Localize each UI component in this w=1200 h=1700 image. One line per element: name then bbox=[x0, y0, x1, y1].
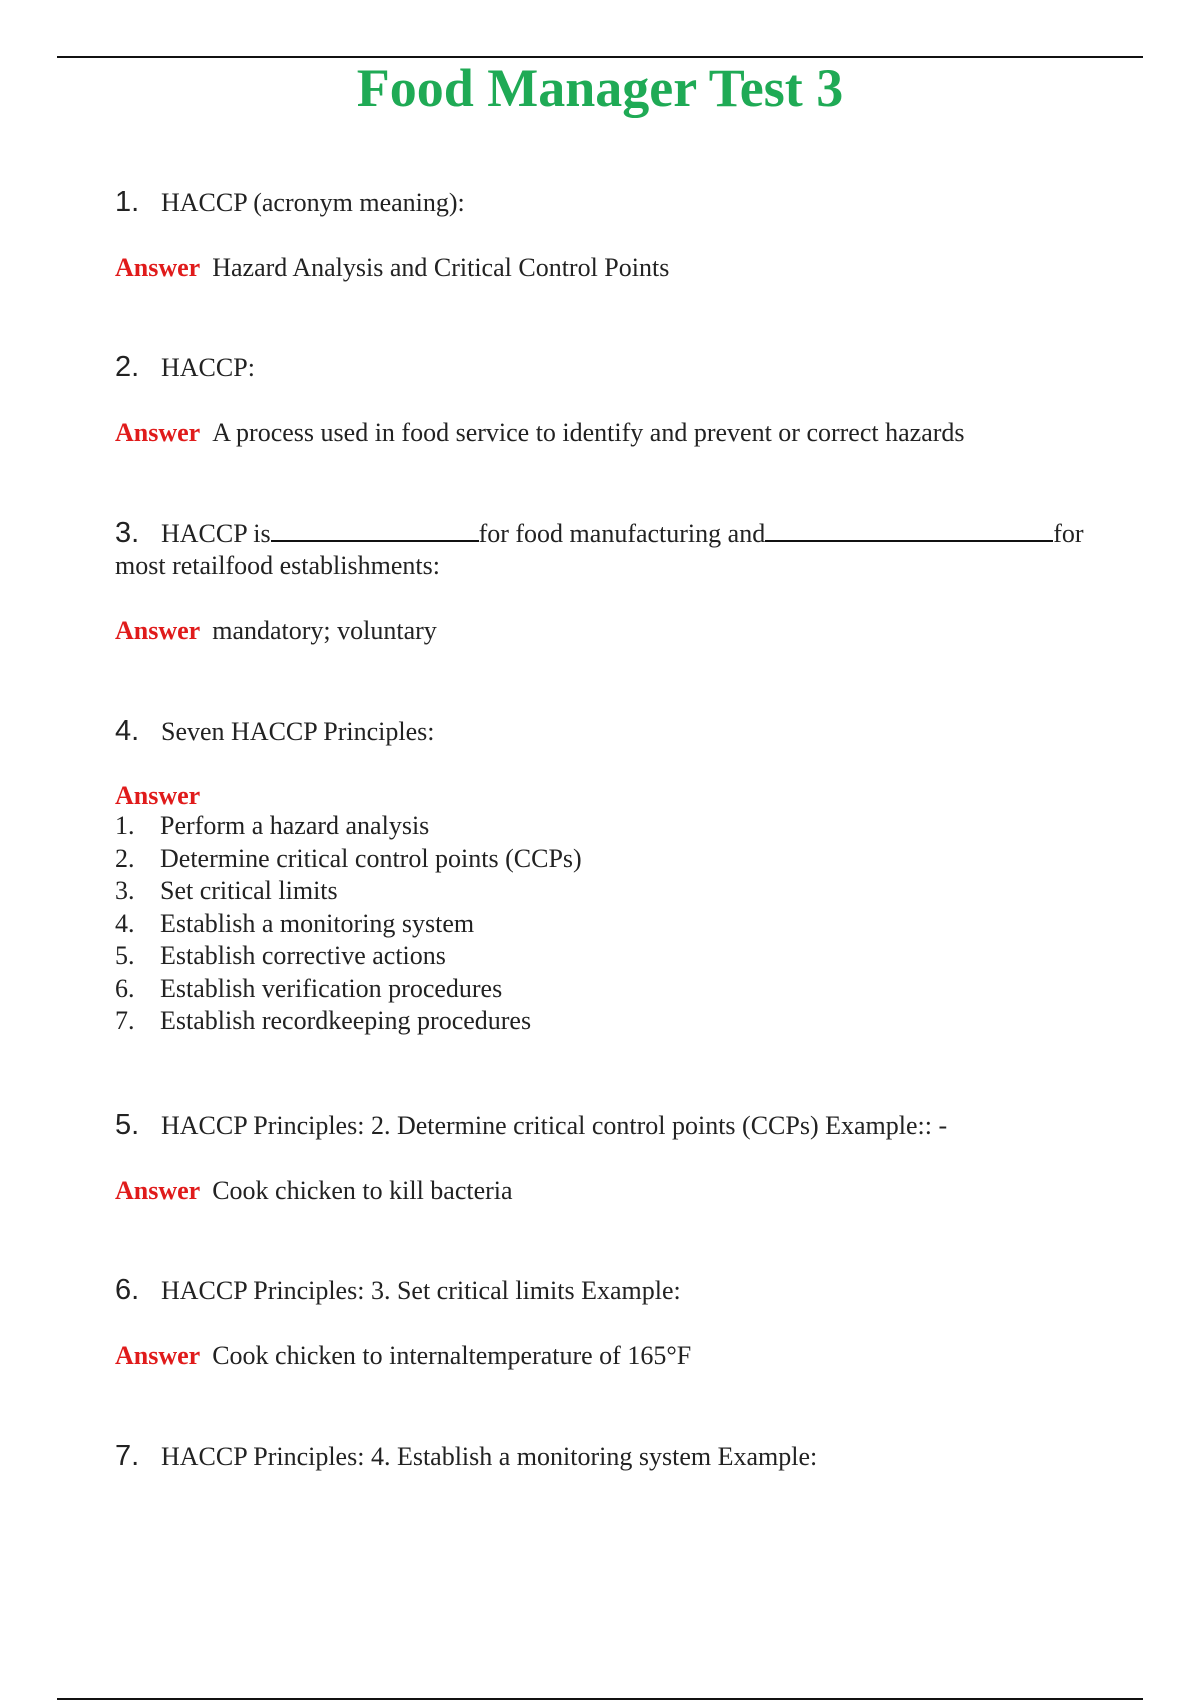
fill-in-blank bbox=[765, 518, 1053, 542]
answer-2 bbox=[115, 417, 1125, 449]
principles-list bbox=[115, 810, 582, 1038]
question-number: 7. bbox=[115, 1440, 140, 1472]
answer-label: Answer bbox=[115, 418, 201, 447]
question-text: Seven HACCP Principles: bbox=[161, 717, 435, 746]
question-number: 6. bbox=[115, 1274, 140, 1306]
answer-text: Cook chicken to internaltemperature of 165°F bbox=[212, 1341, 692, 1370]
question-number: 2. bbox=[115, 351, 140, 383]
answer-label: Answer bbox=[115, 1341, 201, 1370]
question-number: 5. bbox=[115, 1109, 140, 1141]
question-number: 3. bbox=[115, 517, 140, 549]
question-text: HACCP Principles: 2. Determine critical control points (CCPs) Example:: - bbox=[161, 1111, 948, 1140]
answer-1 bbox=[115, 252, 1125, 284]
list-item: 6. Establish verification procedures bbox=[115, 973, 503, 1003]
list-item: 4. Establish a monitoring system bbox=[115, 908, 475, 938]
question-text: HACCP Principles: 3. Set critical limits Example: bbox=[161, 1276, 681, 1305]
answer-label: Answer bbox=[115, 781, 201, 810]
list-item: 1. Perform a hazard analysis bbox=[115, 811, 430, 840]
question-5 bbox=[115, 1109, 1125, 1142]
question-7 bbox=[115, 1440, 1125, 1473]
answer-3 bbox=[115, 615, 1125, 647]
question-6 bbox=[115, 1274, 1125, 1307]
answer-4 bbox=[115, 780, 1125, 812]
fill-in-blank bbox=[271, 518, 479, 542]
answer-text: mandatory; voluntary bbox=[212, 616, 437, 645]
answer-label: Answer bbox=[115, 616, 201, 645]
question-number: 1. bbox=[115, 186, 140, 218]
question-text-part2: for food manufacturing and bbox=[478, 519, 766, 548]
question-text-part3: for bbox=[1053, 519, 1084, 548]
list-item: 3. Set critical limits bbox=[115, 876, 338, 905]
question-text: HACCP: bbox=[161, 353, 255, 382]
question-1 bbox=[115, 186, 1125, 219]
question-text-part1: HACCP is bbox=[161, 519, 271, 548]
list-item: 2. Determine critical control points (CCPs) bbox=[115, 843, 582, 873]
answer-text: A process used in food service to identify and prevent or correct hazards bbox=[212, 418, 965, 447]
answer-6 bbox=[115, 1340, 1125, 1372]
question-4 bbox=[115, 715, 1125, 748]
answer-text: Cook chicken to kill bacteria bbox=[212, 1176, 513, 1205]
answer-label: Answer bbox=[115, 253, 201, 282]
question-text-line2: most retailfood establishments: bbox=[115, 551, 440, 580]
question-number: 4. bbox=[115, 715, 140, 747]
answer-5 bbox=[115, 1175, 1125, 1207]
list-item: 5. Establish corrective actions bbox=[115, 941, 446, 970]
question-2 bbox=[115, 351, 1125, 384]
question-text: HACCP Principles: 4. Establish a monitoring system Example: bbox=[161, 1442, 818, 1471]
question-3 bbox=[115, 517, 1120, 582]
answer-label: Answer bbox=[115, 1176, 201, 1205]
page-title: Food Manager Test 3 bbox=[356, 58, 844, 118]
answer-text: Hazard Analysis and Critical Control Points bbox=[212, 253, 670, 282]
list-item: 7. Establish recordkeeping procedures bbox=[115, 1006, 532, 1035]
question-text: HACCP (acronym meaning): bbox=[161, 188, 465, 217]
